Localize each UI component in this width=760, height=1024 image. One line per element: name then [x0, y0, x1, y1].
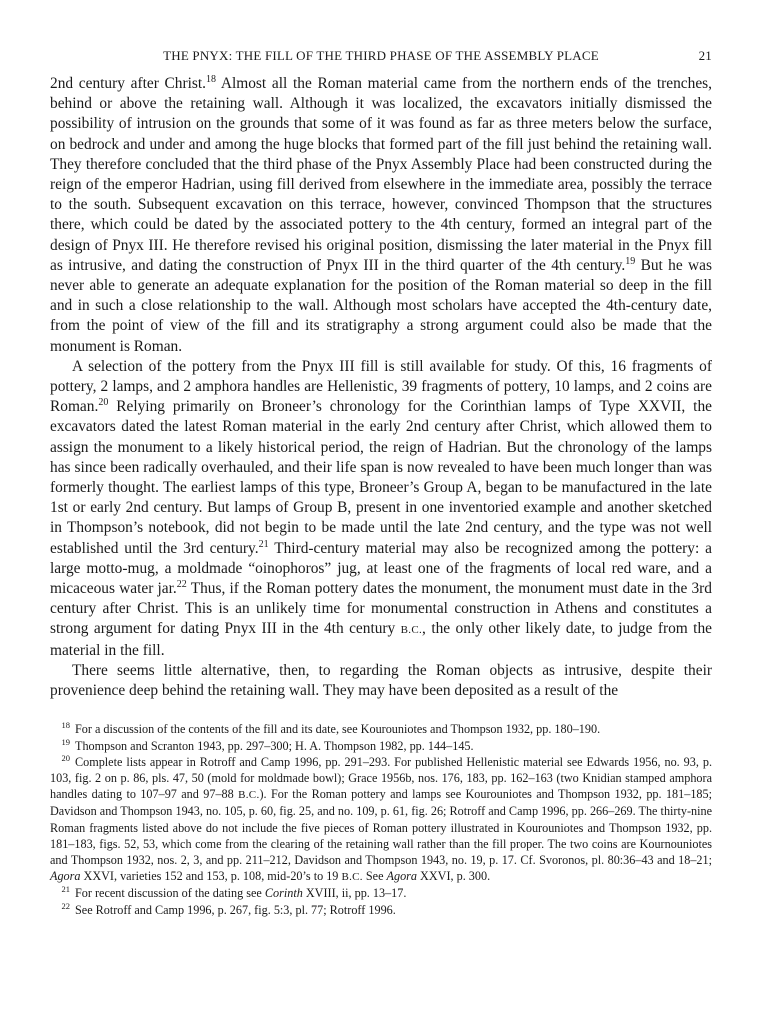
- footnote-18: [50, 721, 712, 737]
- footnote-number: 22: [61, 900, 70, 911]
- footnote-ref-22[interactable]: 22: [176, 578, 187, 590]
- paragraph-2: [50, 357, 712, 661]
- footnote-number: 19: [61, 736, 70, 747]
- text-run: Almost all the Roman material came from the northern ends of the trenches, behind or above the retaining wall. Although it was localized, the excavators initially dismissed the possibility of intrusion on the grounds that some of it was found as far as three meters below the surface, on bedrock and under and among the huge blocks that formed part of the fill just behind the retaining wall. They therefore concluded that the third phase of the Pnyx Assembly Place had been constructed during the reign of the emperor Hadrian, using fill derived from elsewhere in the immediate area, possibly the terrace to the south. Subsequent excavation on this terrace, however, convinced Thompson that the structures there, which could be dated by the associated pottery to the 4th century, formed an integral part of the design of Pnyx III. He therefore revised his original position, dismissing the later material in the Pnyx fill as intrusive, and dating the construction of Pnyx III in the third quarter of the 4th century.: [50, 75, 712, 274]
- body-text: [50, 74, 712, 701]
- footnote-21: [50, 885, 712, 901]
- footnote-number: 21: [61, 884, 70, 895]
- footnote-19: [50, 738, 712, 754]
- footnote-text: Complete lists appear in Rotroff and Camp 1996, pp. 291–293. For published Hellenistic material see Edwards 1956, no. 93, p. 103, fig. 2 on p. 86, pls. 47, 50 (mold for moldmade bowl); Grace 1956b, nos. 176, 183, pp. 162–163 (two Knidian stamped amphora handles dating to 107–97 and 97–88: [50, 754, 712, 802]
- page: [50, 46, 712, 918]
- text-run: Thus, if the Roman pottery dates the monument, the monument must date in the 3rd century after Christ. This is an unlikely time for monumental construction in Athens and constitutes a strong argument for dating Pnyx III in the 4th century: [50, 580, 712, 638]
- era-abbrev: B.C.: [400, 624, 423, 637]
- running-header: [50, 46, 712, 70]
- footnote-text: See: [362, 869, 387, 884]
- text-run: Third-century material may also be recognized among the pottery: a large motto-mug, a moldmade “oinophoros” jug, at least one of the fragments of local red ware, and a micaceous water jar.: [50, 539, 712, 598]
- footnote-ref-18[interactable]: 18: [206, 73, 217, 85]
- text-run: , the only other likely date, to judge from the material in the fill.: [50, 620, 712, 659]
- footnote-text: ). For the Roman pottery and lamps see Kourouniotes and Thompson 1932, pp. 181–185; Davidson and Thompson 1943, no. 105, p. 60, fig. 25, and no. 109, p. 61, fig. 26; Rotroff and Camp 1996, pp. 266–269. The thirty-nine Roman fragments listed above do not include the five pieces of Roman pottery illustrated in Kourouniotes and Thompson 1932, pp. 181–183, figs. 52, 53, which come from the clearing of the retaining wall rather than the fill proper. The two coins are Kournouniotes and Thompson 1932, nos. 2, 3, and pp. 211–212, Davidson and Thompson 1943, no. 19, p. 17. Cf. Svoronos, pl. 80:36–43 and 18–21;: [50, 787, 712, 867]
- series-title: Agora: [386, 869, 417, 884]
- footnotes: [50, 721, 712, 917]
- footnote-number: 20: [61, 752, 70, 763]
- series-title: Corinth: [264, 886, 303, 901]
- era-abbrev: B.C.: [238, 789, 260, 802]
- footnote-text: For recent discussion of the dating see: [75, 886, 265, 901]
- footnote-text: XVIII, ii, pp. 13–17.: [302, 886, 407, 901]
- footnote-text: See Rotroff and Camp 1996, p. 267, fig. 5:3, pl. 77; Rotroff 1996.: [75, 902, 396, 917]
- running-title: THE PNYX: THE FILL OF THE THIRD PHASE OF THE ASSEMBLY PLACE: [163, 48, 599, 63]
- footnote-ref-19[interactable]: 19: [625, 255, 636, 267]
- paragraph-1: [50, 74, 712, 357]
- footnote-text: XXVI, varieties 152 and 153, p. 108, mid-20’s to 19: [80, 869, 342, 884]
- footnote-22: [50, 902, 712, 918]
- page-number: 21: [698, 48, 712, 63]
- text-run: Relying primarily on Broneer’s chronology for the Corinthian lamps of Type XXVII, the excavators dated the latest Roman material in the early 2nd century after Christ, which allowed them to assign the monument to a likely historical period, the reign of Hadrian. But the chronology of the lamps has since been radically overhauled, and their life span is now revealed to have been much longer than was formerly thought. The earliest lamps of this type, Broneer’s Group A, began to be manufactured in the late 1st or early 2nd century. But lamps of Group B, present in one inventoried example and another sketched in Thompson’s notebook, did not begin to be made until the late 2nd century, and the type was not well established until the 3rd century.: [50, 398, 712, 557]
- era-abbrev: B.C.: [341, 871, 363, 884]
- paragraph-3: There seems little alternative, then, to regarding the Roman objects as intrusive, despite their provenience deep behind the retaining wall. They may have been deposited as a result of the: [50, 661, 712, 700]
- footnote-number: 18: [61, 720, 70, 731]
- text-run: A selection of the pottery from the Pnyx III fill is still available for study. Of this, 16 fragments of pottery, 2 lamps, and 2 amphora handles are Hellenistic, 39 fragments of pottery, 10 lamps, and 2 coins are Roman.: [50, 357, 712, 416]
- series-title: Agora: [50, 869, 81, 884]
- footnote-20: [50, 754, 712, 886]
- footnote-ref-20[interactable]: 20: [98, 397, 109, 409]
- footnote-ref-21[interactable]: 21: [258, 538, 269, 550]
- footnote-text: XXVI, p. 300.: [417, 869, 491, 884]
- text-run: But he was never able to generate an adequate explanation for the position of the Roman material so deep in the fill and in such a close relationship to the wall. Although most scholars have accepted the 4th-century date, from the point of view of the fill and its stratigraphy a strong argument could also be made that the monument is Roman.: [50, 256, 712, 355]
- footnote-text: For a discussion of the contents of the fill and its date, see Kourouniotes and Thompson 1932, pp. 180–190.: [75, 722, 601, 737]
- text-run: 2nd century after Christ.: [50, 75, 207, 92]
- footnote-text: Thompson and Scranton 1943, pp. 297–300; H. A. Thompson 1982, pp. 144–145.: [75, 738, 474, 753]
